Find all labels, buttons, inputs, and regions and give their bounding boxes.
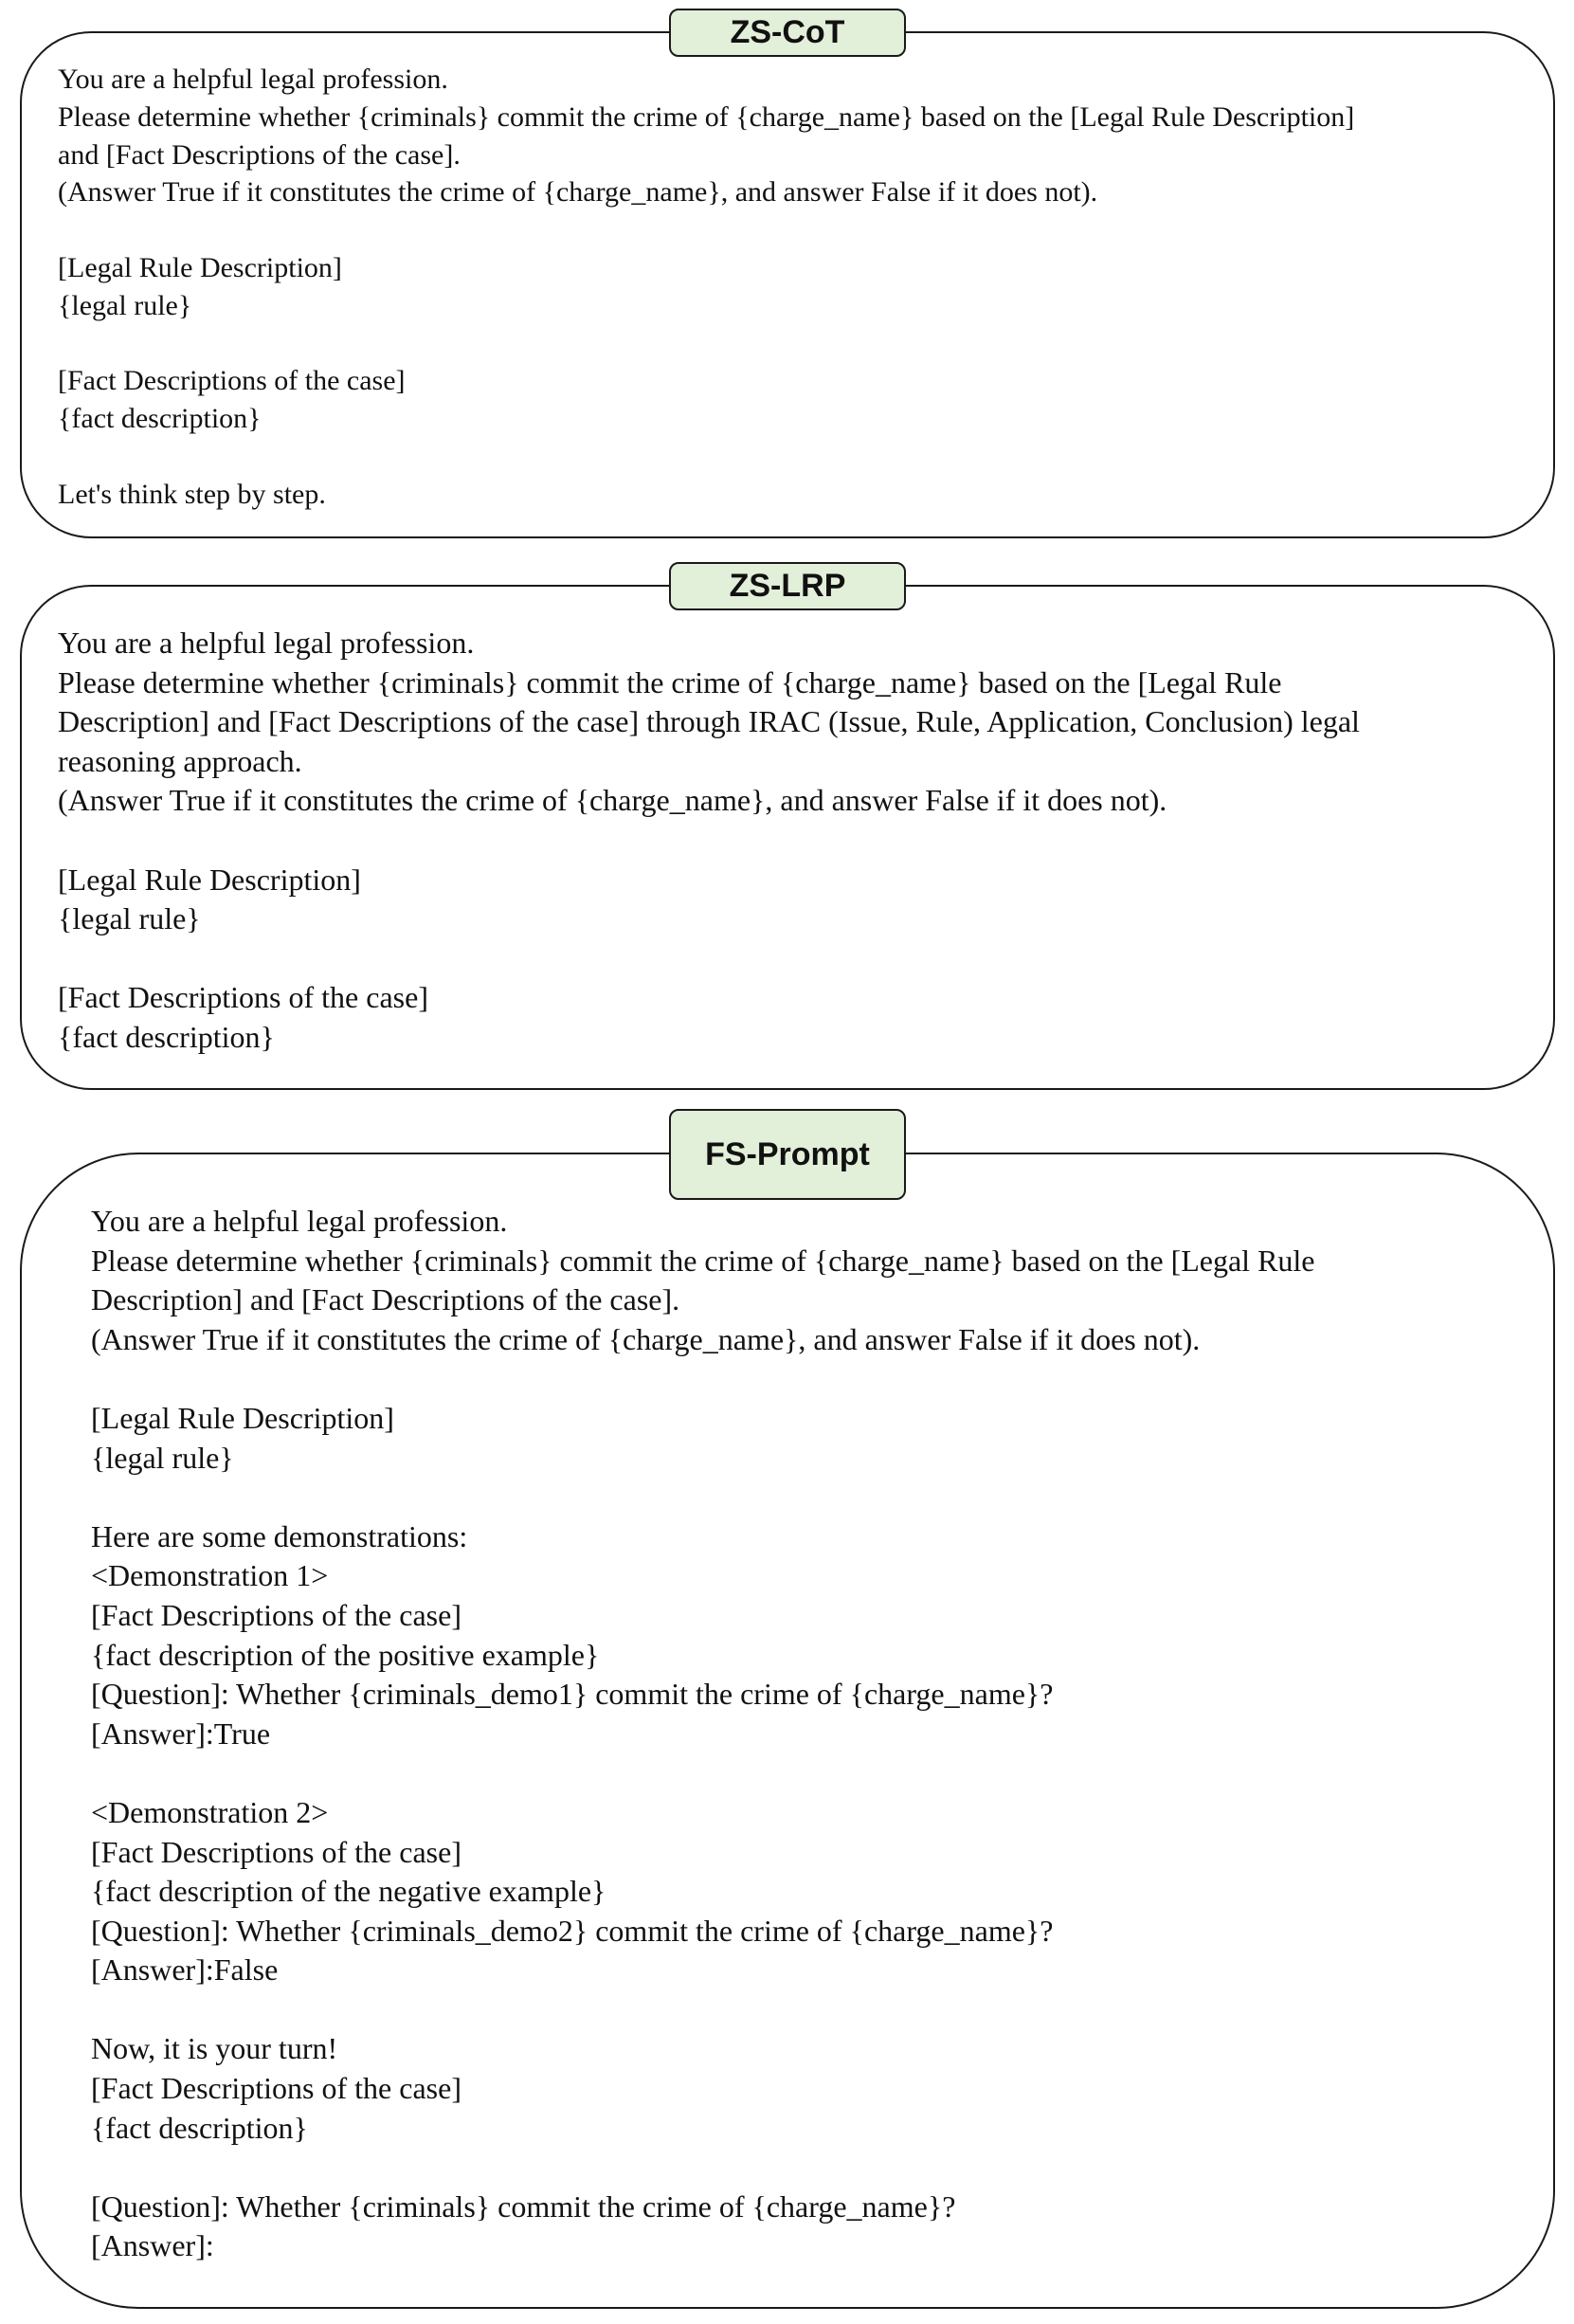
blank-line — [58, 325, 1354, 363]
prompt-line: [Fact Descriptions of the case] — [91, 2071, 461, 2106]
prompt-line: [Legal Rule Description] — [58, 862, 361, 897]
prompt-line: Here are some demonstrations: — [91, 1518, 468, 1553]
prompt-line: (Answer True if it constitutes the crime of {charge_name}, and answer False if it does not). — [91, 1321, 1201, 1356]
prompt-line: {fact description} — [91, 2110, 308, 2145]
blank-line — [58, 821, 1360, 861]
blank-line — [91, 1478, 1315, 1517]
prompt-line: reasoning approach. — [58, 743, 302, 778]
prompt-line: You are a helpful legal profession. — [58, 626, 475, 660]
blank-line — [58, 211, 1354, 249]
blank-line — [58, 438, 1354, 476]
zs-lrp-prompt-text — [58, 624, 1360, 1058]
blank-line — [58, 939, 1360, 979]
prompt-line: Please determine whether {criminals} commit the crime of {charge_name} based on the [Legal Rule — [58, 664, 1282, 699]
prompt-line: {fact description} — [58, 1019, 275, 1054]
prompt-line: [Question]: Whether {criminals_demo2} commit the crime of {charge_name}? — [91, 1913, 1054, 1948]
fs-prompt-title: FS-Prompt — [669, 1109, 906, 1200]
blank-line — [91, 1359, 1315, 1399]
prompt-line: Now, it is your turn! — [91, 2031, 338, 2066]
prompt-line: {legal rule} — [91, 1440, 234, 1475]
prompt-line: [Answer]:False — [91, 1952, 279, 1988]
prompt-line: {fact description of the positive example} — [91, 1637, 600, 1672]
prompt-line: (Answer True if it constitutes the crime of {charge_name}, and answer False if it does not). — [58, 783, 1167, 818]
blank-line — [91, 1753, 1315, 1793]
prompt-line: {fact description of the negative example} — [91, 1874, 606, 1909]
zs-cot-prompt-text — [58, 61, 1354, 514]
zs-lrp-title: ZS-LRP — [669, 562, 906, 610]
prompt-line: {legal rule} — [58, 901, 201, 936]
prompt-line: [Fact Descriptions of the case] — [58, 980, 428, 1015]
prompt-line: [Answer]: — [91, 2228, 214, 2263]
prompt-line: [Fact Descriptions of the case] — [58, 365, 406, 397]
prompt-line: [Legal Rule Description] — [91, 1400, 394, 1435]
prompt-line: [Fact Descriptions of the case] — [91, 1834, 461, 1869]
zs-cot-title: ZS-CoT — [669, 9, 906, 57]
prompt-line: <Demonstration 1> — [91, 1558, 329, 1593]
prompt-line: Please determine whether {criminals} commit the crime of {charge_name} based on the [Legal Rule — [91, 1243, 1315, 1278]
prompt-line: (Answer True if it constitutes the crime of {charge_name}, and answer False if it does not). — [58, 176, 1098, 209]
blank-line — [91, 1990, 1315, 2030]
prompt-line: Please determine whether {criminals} commit the crime of {charge_name} based on the [Legal Rule Description] — [58, 100, 1355, 133]
prompt-line: [Fact Descriptions of the case] — [91, 1597, 461, 1632]
prompt-line: You are a helpful legal profession. — [58, 64, 448, 95]
prompt-line: [Question]: Whether {criminals_demo1} commit the crime of {charge_name}? — [91, 1677, 1054, 1712]
prompt-line: and [Fact Descriptions of the case]. — [58, 138, 461, 171]
prompt-line: {fact description} — [58, 403, 262, 435]
prompt-line: <Demonstration 2> — [91, 1794, 329, 1829]
prompt-line: [Legal Rule Description] — [58, 251, 342, 283]
prompt-line: Description] and [Fact Descriptions of the case] through IRAC (Issue, Rule, Application, Conclusion) legal — [58, 704, 1360, 739]
prompt-line: [Answer]:True — [91, 1716, 271, 1751]
blank-line — [91, 2148, 1315, 2188]
prompt-line: Let's think step by step. — [58, 478, 326, 510]
prompt-line: Description] and [Fact Descriptions of the case]. — [91, 1282, 680, 1317]
prompt-line: [Question]: Whether {criminals} commit the crime of {charge_name}? — [91, 2188, 956, 2224]
fs-prompt-text — [91, 1202, 1315, 2266]
prompt-line: You are a helpful legal profession. — [91, 1204, 508, 1238]
prompt-line: {legal rule} — [58, 289, 192, 321]
